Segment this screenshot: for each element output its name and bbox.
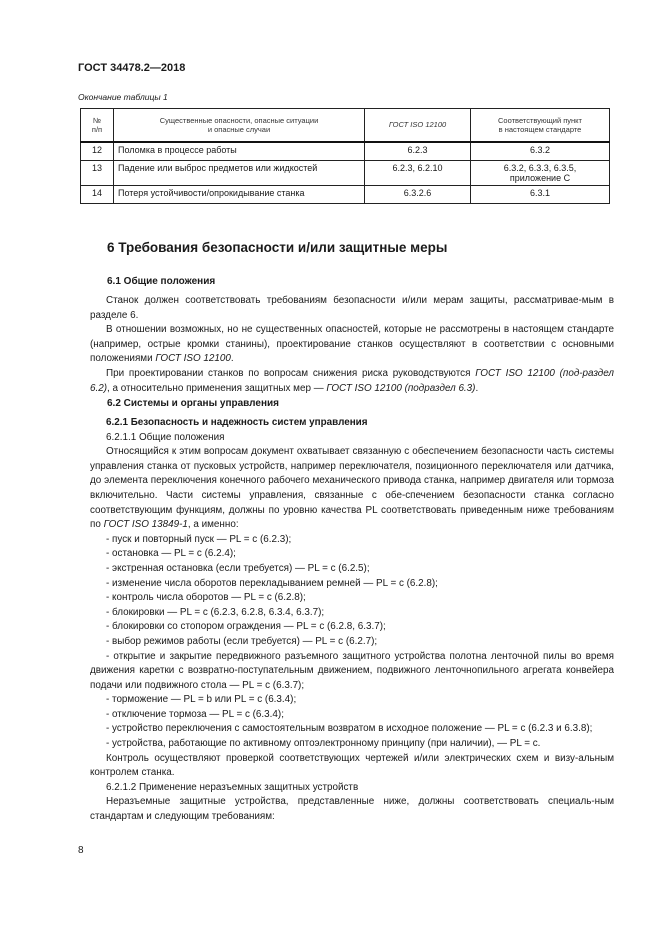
section-6-2-title: 6.2 Системы и органы управления: [107, 398, 279, 409]
table-caption: Окончание таблицы 1: [78, 92, 168, 102]
header-iso: ГОСТ ISO 12100: [365, 109, 471, 143]
cell-num: 14: [81, 186, 114, 204]
cell-hazard: Падение или выброс предметов или жидкостей: [114, 161, 365, 186]
list-item: - устройства, работающие по активному оптоэлектронному принципу (при наличии), — PL = с.: [106, 738, 541, 750]
list-item: - выбор режимов работы (если требуется) — PL = с (6.2.7);: [106, 635, 378, 647]
section-6-2-1-2-title: 6.2.1.2 Применение неразъемных защитных устройств: [106, 781, 359, 793]
section-6-1-body: [90, 294, 614, 396]
cell-std: 6.3.2: [471, 142, 610, 161]
list-item: - изменение числа оборотов перекладыванием ремней — PL = с (6.2.8);: [106, 577, 438, 589]
paragraph: В отношении возможных, но не существенных опасностей, которые не рассмотрены в настоящем стандарте (например, острые кромки станины), проектирование станков осуществляют в соответствии с основными положениями ГОСТ ISO 12100.: [90, 324, 614, 365]
list-item: - блокировки — PL = с (6.2.3, 6.2.8, 6.3.4, 6.3.7);: [106, 606, 325, 618]
hazards-table: [80, 108, 610, 204]
section-6-title: 6 Требования безопасности и/или защитные меры: [107, 240, 448, 255]
section-6-2-body: [90, 416, 614, 825]
section-6-2-1-title: 6.2.1 Безопасность и надежность систем управления: [106, 417, 368, 428]
table-row: [81, 161, 610, 186]
cell-hazard: Поломка в процессе работы: [114, 142, 365, 161]
cell-num: 13: [81, 161, 114, 186]
cell-hazard: Потеря устойчивости/опрокидывание станка: [114, 186, 365, 204]
section-6-2-1-1-title: 6.2.1.1 Общие положения: [106, 431, 225, 443]
paragraph: Станок должен соответствовать требованиям безопасности и/или мерам защиты, рассматривае-мым в разделе 6.: [90, 295, 614, 321]
page-number: 8: [78, 845, 84, 856]
cell-iso: 6.2.3, 6.2.10: [365, 161, 471, 186]
list-item: - пуск и повторный пуск — PL = с (6.2.3);: [106, 533, 292, 545]
cell-num: 12: [81, 142, 114, 161]
list-item: - торможение — PL = b или PL = с (6.3.4);: [106, 694, 297, 706]
document-code-header: ГОСТ 34478.2—2018: [78, 62, 186, 74]
paragraph: Относящийся к этим вопросам документ охватывает связанную с обеспечением безопасности часть системы управления станка от пусковых устройств, например переключателя, позиционного переключателя или датчика, до элемента переключения конечного рабочего механического привода станка, например двигателя или тормоза включительно. Части системы управления, связанные с обе-спечением безопасности станка согласно соответствующим функциям, должны по уровню качества PL соответствовать приведенным ниже требованиям по ГОСТ ISO 13849-1, а именно:: [90, 446, 614, 531]
table-row: [81, 142, 610, 161]
list-item: - устройство переключения с самостоятельным возвратом в исходное положение — PL = с (6.2.3 и 6.3.8);: [106, 723, 593, 735]
paragraph: Контроль осуществляют проверкой соответствующих чертежей и/или электрических схем и визу-альным контролем станка.: [90, 752, 614, 779]
header-hazard: Существенные опасности, опасные ситуации и опасные случаи: [114, 109, 365, 143]
cell-iso: 6.2.3: [365, 142, 471, 161]
list-item: - контроль числа оборотов — PL = с (6.2.8);: [106, 592, 306, 604]
cell-iso: 6.3.2.6: [365, 186, 471, 204]
table-row: [81, 186, 610, 204]
list-item: - экстренная остановка (если требуется) — PL = с (6.2.5);: [106, 562, 370, 574]
paragraph: При проектировании станков по вопросам снижения риска руководствуются ГОСТ ISO 12100 (под-раздел 6.2), а относительно применения защитных мер — ГОСТ ISO 12100 (подраздел 6.3).: [90, 367, 614, 394]
section-6-1-title: 6.1 Общие положения: [107, 276, 216, 287]
cell-std: 6.3.1: [471, 186, 610, 204]
header-std: Соответствующий пункт в настоящем стандарте: [471, 109, 610, 143]
list-item: - блокировки со стопором ограждения — PL = с (6.2.8, 6.3.7);: [106, 621, 386, 633]
table-header-row: [81, 109, 610, 143]
list-item: - остановка — PL = с (6.2.4);: [106, 548, 236, 560]
paragraph: Неразъемные защитные устройства, представленные ниже, должны соответствовать специаль-ным стандартам и следующим требованиям:: [90, 796, 614, 823]
list-item: - отключение тормоза — PL = с (6.3.4);: [106, 708, 284, 720]
list-item: - открытие и закрытие передвижного разъемного защитного устройства полотна ленточной пилы во время движения каретки с возвратно-поступательным движением, подвижного ленточнопильного агрегата конвейера подачи или подвижного стола — PL = с (6.3.7);: [90, 650, 614, 691]
header-num: № п/п: [81, 109, 114, 143]
cell-std: 6.3.2, 6.3.3, 6.3.5, приложение С: [471, 161, 610, 186]
